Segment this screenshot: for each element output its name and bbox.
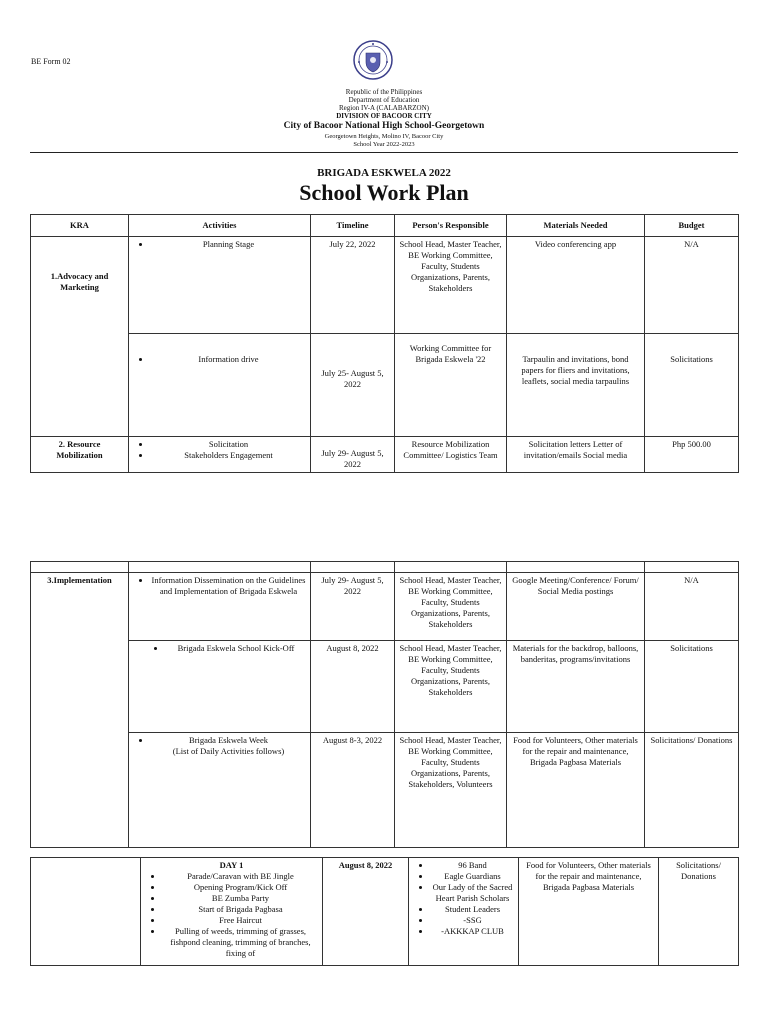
table-row	[31, 573, 739, 641]
division-line: DIVISION OF BACOOR CITY	[336, 112, 432, 120]
timeline-cell: July 22, 2022	[311, 237, 395, 334]
budget-cell: Php 500.00	[645, 437, 739, 473]
kra-cell: 1.Advocacy and Marketing	[31, 237, 129, 437]
timeline-cell: July 29- August 5, 2022	[311, 573, 395, 641]
timeline-cell: August 8-3, 2022	[311, 733, 395, 848]
empty-cell	[311, 562, 395, 573]
timeline-cell: July 29- August 5, 2022	[311, 437, 395, 473]
deped-seal-logo	[353, 40, 393, 80]
list-item: • Free Haircut	[163, 915, 318, 926]
col-header-kra: KRA	[31, 215, 129, 237]
header-divider	[30, 152, 738, 153]
kra-cell: 3.Implementation	[31, 573, 129, 848]
list-item: • Our Lady of the Sacred Heart Parish Scholars	[431, 882, 514, 904]
budget-cell: Solicitations/ Donations	[645, 733, 739, 848]
materials-cell: Video conferencing app	[507, 237, 645, 334]
table-row	[31, 437, 739, 473]
list-item: • Pulling of weeds, trimming of grasses, fishpond cleaning, trimming of branches, fixing of	[163, 926, 318, 959]
republic-line: Republic of the Philippines	[345, 88, 423, 96]
list-item: • Information Dissemination on the Guidelines and Implementation of Brigada Eskwela	[151, 575, 306, 597]
table-row	[31, 334, 739, 437]
list-item: • 96 Band	[431, 860, 514, 871]
col-header-budget: Budget	[645, 215, 739, 237]
list-item	[151, 735, 306, 757]
activity-cell	[129, 437, 311, 473]
col-header-persons: Person's Responsible	[395, 215, 507, 237]
table-row	[31, 641, 739, 733]
budget-cell: N/A	[645, 237, 739, 334]
list-item: • Stakeholders Engagement	[151, 450, 306, 461]
region-line: Region IV-A (CALABARZON)	[339, 104, 429, 112]
day-label: DAY 1	[219, 860, 244, 870]
school-address: Georgetown Heights, Molino IV, Bacoor City	[324, 133, 444, 140]
form-number: BE Form 02	[31, 57, 71, 66]
persons-cell: Resource Mobilization Committee/ Logistics Team	[395, 437, 507, 473]
empty-cell	[129, 562, 311, 573]
persons-cell: Working Committee for Brigada Eskwela '22	[395, 334, 507, 437]
materials-cell: Google Meeting/Conference/ Forum/ Social Media postings	[507, 573, 645, 641]
persons-cell: School Head, Master Teacher, BE Working Committee, Faculty, Students Organizations, Parents, Stakeholders	[395, 573, 507, 641]
materials-cell: Food for Volunteers, Other materials for the repair and maintenance, Brigada Pagbasa Materials	[519, 858, 659, 966]
list-item: • Start of Brigada Pagbasa	[163, 904, 318, 915]
list-item: • -SSG	[431, 915, 514, 926]
table-header-row	[31, 215, 739, 237]
activity-cell	[129, 334, 311, 437]
list-item: • Information drive	[151, 354, 306, 365]
budget-cell: N/A	[645, 573, 739, 641]
col-header-timeline: Timeline	[311, 215, 395, 237]
kra-cell: 2. Resource Mobilization	[31, 437, 129, 473]
persons-cell: School Head, Master Teacher, BE Working Committee, Faculty, Students Organizations, Parents, Stakeholders	[395, 237, 507, 334]
document-title: School Work Plan	[299, 180, 469, 205]
document-subtitle: BRIGADA ESKWELA 2022	[317, 167, 451, 179]
list-item: • BE Zumba Party	[163, 893, 318, 904]
materials-cell: Materials for the backdrop, balloons, banderitas, programs/invitations	[507, 641, 645, 733]
list-item: • Planning Stage	[151, 239, 306, 250]
timeline-cell: July 25- August 5, 2022	[311, 334, 395, 437]
work-plan-table-2	[30, 561, 739, 848]
budget-cell: Solicitations/ Donations	[659, 858, 739, 966]
school-name: City of Bacoor National High School-Georgetown	[283, 121, 485, 131]
school-year: School Year 2022-2023	[353, 141, 415, 148]
list-item: • Parade/Caravan with BE Jingle	[163, 871, 318, 882]
persons-cell: School Head, Master Teacher, BE Working Committee, Faculty, Students Organizations, Parents, Stakeholders	[395, 641, 507, 733]
activity-name: Brigada Eskwela Week	[189, 735, 268, 745]
activity-cell	[129, 573, 311, 641]
materials-cell: Food for Volunteers, Other materials for the repair and maintenance, Brigada Pagbasa Materials	[507, 733, 645, 848]
persons-cell: School Head, Master Teacher, BE Working Committee, Faculty, Students Organizations, Parents, Stakeholders, Volunteers	[395, 733, 507, 848]
empty-cell	[31, 562, 129, 573]
timeline-cell: August 8, 2022	[311, 641, 395, 733]
table-row	[31, 562, 739, 573]
activity-cell	[129, 733, 311, 848]
table-row	[31, 858, 739, 966]
empty-cell	[395, 562, 507, 573]
budget-cell: Solicitations	[645, 641, 739, 733]
table-row	[31, 237, 739, 334]
persons-cell	[409, 858, 519, 966]
materials-cell: Tarpaulin and invitations, bond papers for fliers and invitations, leaflets, social media tarpaulins	[507, 334, 645, 437]
table-row	[31, 733, 739, 848]
empty-cell	[31, 858, 141, 966]
timeline-cell: August 8, 2022	[323, 858, 409, 966]
list-item: • Student Leaders	[431, 904, 514, 915]
list-item: • Brigada Eskwela School Kick-Off	[166, 643, 306, 654]
materials-cell: Solicitation letters Letter of invitation/emails Social media	[507, 437, 645, 473]
activity-cell	[129, 641, 311, 733]
activity-note: (List of Daily Activities follows)	[172, 746, 285, 756]
list-item: • Opening Program/Kick Off	[163, 882, 318, 893]
budget-cell: Solicitations	[645, 334, 739, 437]
empty-cell	[645, 562, 739, 573]
day-activities-cell	[141, 858, 323, 966]
activity-cell	[129, 237, 311, 334]
list-item: • Eagle Guardians	[431, 871, 514, 882]
daily-activities-table	[30, 857, 739, 966]
list-item: • -AKKKAP CLUB	[431, 926, 514, 937]
empty-cell	[507, 562, 645, 573]
department-line: Department of Education	[348, 96, 420, 104]
work-plan-table-1	[30, 214, 739, 473]
col-header-materials: Materials Needed	[507, 215, 645, 237]
list-item: • Solicitation	[151, 439, 306, 450]
col-header-activities: Activities	[129, 215, 311, 237]
